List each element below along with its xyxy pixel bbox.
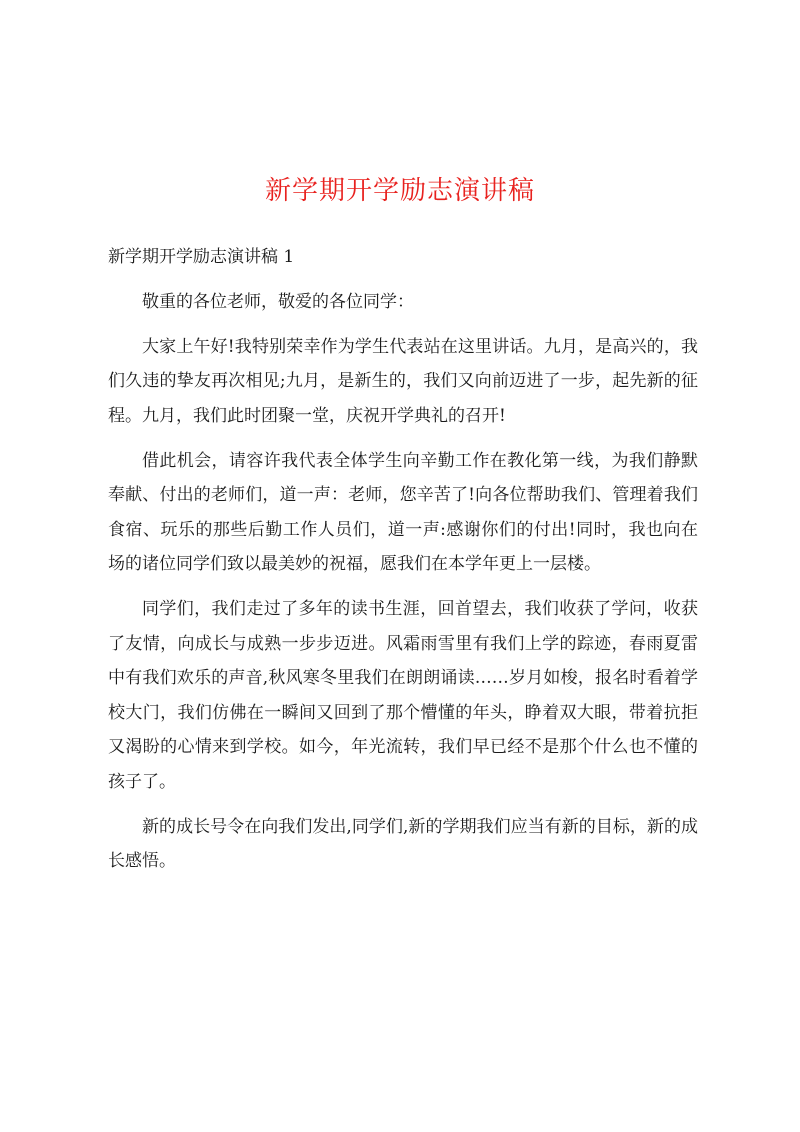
paragraph-new-goals: 新的成长号令在向我们发出,同学们,新的学期我们应当有新的目标，新的成长感悟。: [108, 816, 698, 871]
paragraph-reflection: 同学们，我们走过了多年的读书生涯，回首望去，我们收获了学问，收获了友情，向成长与成熟一步步迈进。风霜雨雪里有我们上学的踪迹，春雨夏雷中有我们欢乐的声音,秋风寒冬里我们在朗朗诵读……岁月如梭，报名时看着学校大门，我们仿佛在一瞬间又回到了那个懵懂的年头，睁着双大眼，带着抗拒又渴盼的心情来到学校。如今，年光流转，我们早已经不是那个什么也不懂的孩子了。: [108, 599, 698, 792]
document-body: [108, 240, 698, 889]
paragraph-thanks: 借此机会，请容许我代表全体学生向辛勤工作在教化第一线，为我们静默奉献、付出的老师们，道一声：老师，您辛苦了!向各位帮助我们、管理着我们食宿、玩乐的那些后勤工作人员们，道一声:感谢你们的付出!同时，我也向在场的诸位同学们致以最美妙的祝福，愿我们在本学年更上一层楼。: [108, 450, 698, 574]
paragraph-greeting: 敬重的各位老师，敬爱的各位同学：: [142, 291, 414, 312]
document-title: 新学期开学励志演讲稿: [264, 176, 535, 206]
paragraph-opening: 大家上午好!我特别荣幸作为学生代表站在这里讲话。九月，是高兴的，我们久违的挚友再次相见;九月，是新生的，我们又向前迈进了一步，起先新的征程。九月，我们此时团聚一堂，庆祝开学典礼的召开!: [108, 336, 698, 426]
section-heading: 新学期开学励志演讲稿 1: [108, 247, 295, 267]
